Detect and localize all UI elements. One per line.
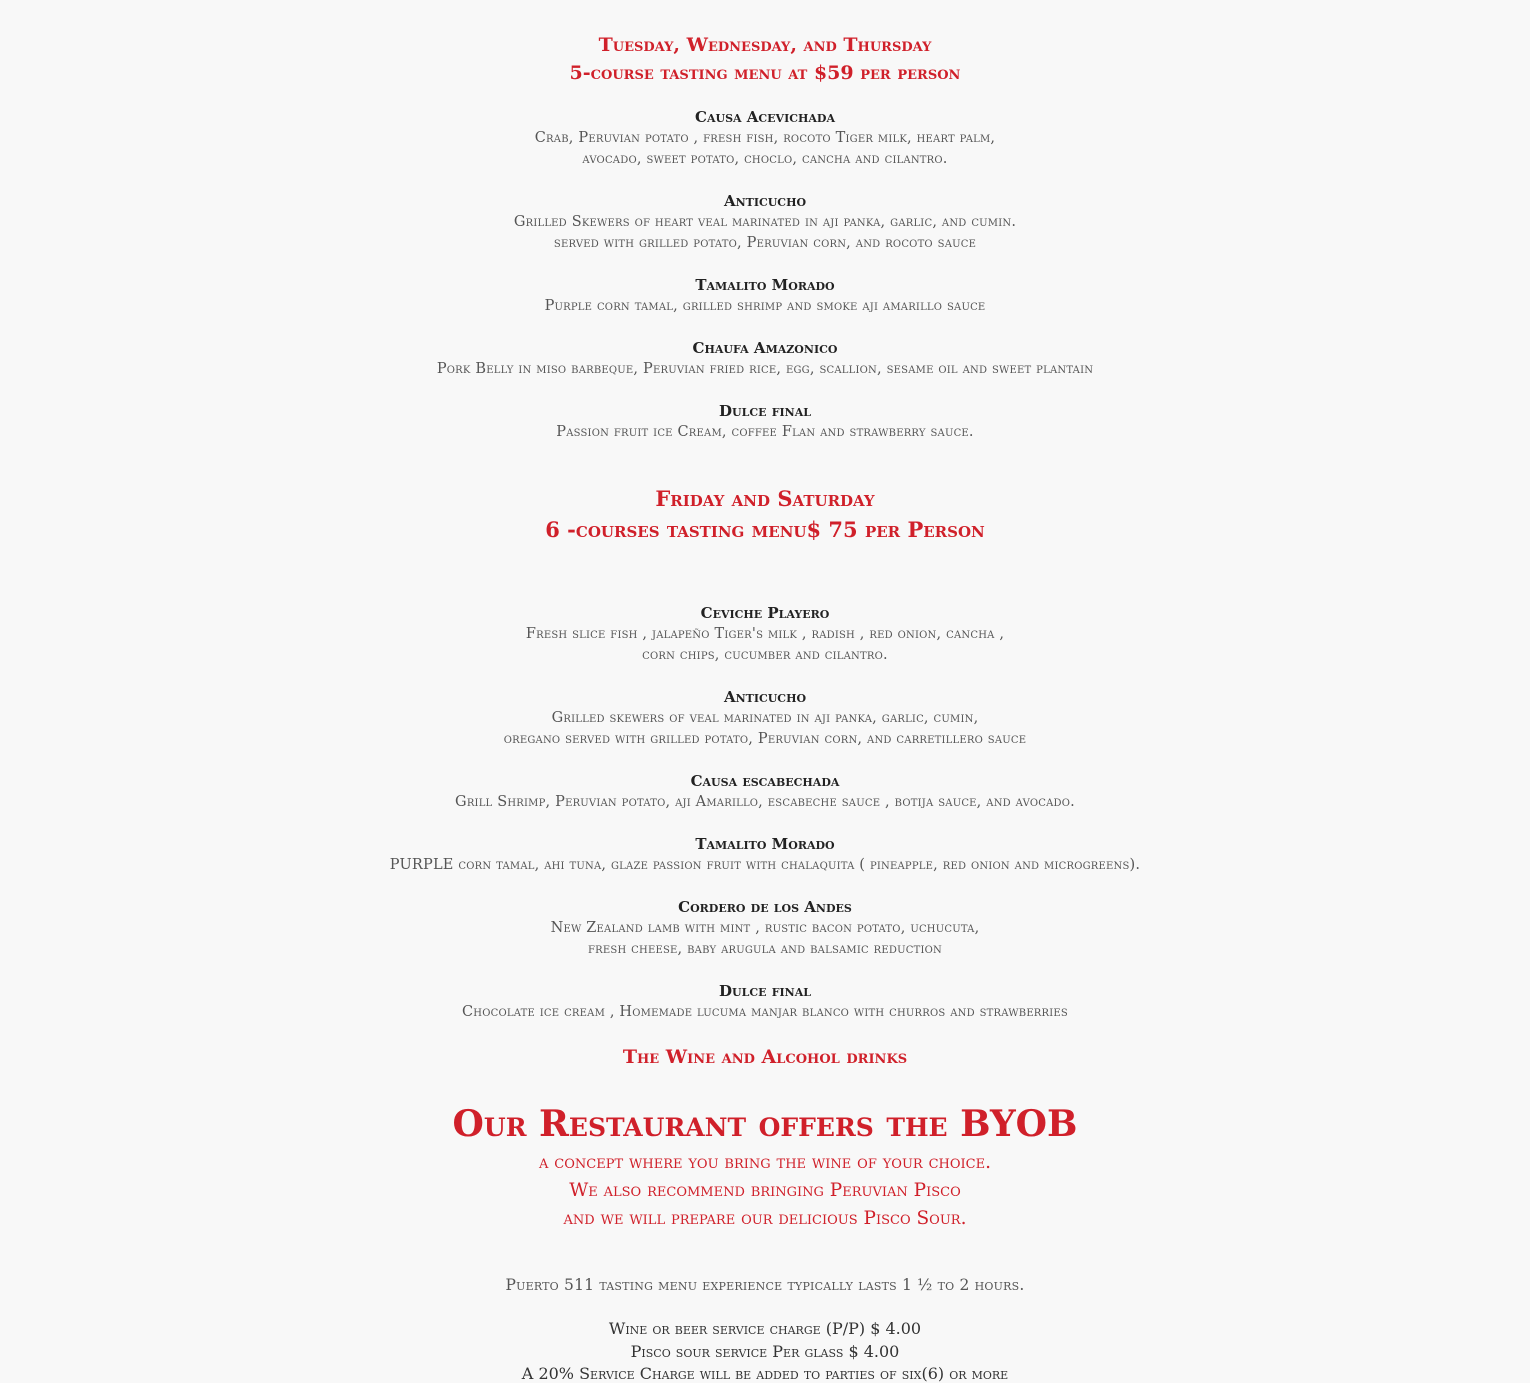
wine-service-charge: Wine or beer service charge (P/P) $ 4.00 [608, 1319, 922, 1338]
group-service-charge: A 20% Service Charge will be added to parties of six(6) or more [521, 1364, 1009, 1383]
byob-concept-line: and we will prepare our delicious Pisco Sour. [563, 1208, 967, 1229]
dish-description: Grilled skewers of veal marinated in aji panka, garlic, cumin, [551, 710, 979, 726]
weekend-title-price: 6 -courses tasting menu$ 75 per Person [545, 517, 985, 542]
byob-concept-line: We also recommend bringing Peruvian Pisco [569, 1180, 961, 1201]
dish-name: Tamalito Morado [695, 276, 835, 294]
dish-name: Chaufa Amazonico [692, 339, 838, 357]
dish-description: Grilled Skewers of heart veal marinated in aji panka, garlic, and cumin. [513, 214, 1017, 230]
dish-description: served with grilled potato, Peruvian corn, and rocoto sauce [553, 235, 977, 251]
dish-name: Dulce final [719, 402, 811, 420]
dish-description: Passion fruit ice Cream, coffee Flan and strawberry sauce. [556, 424, 974, 440]
dish-name: Causa escabechada [690, 772, 840, 790]
dish-description: Fresh slice fish , jalapeño Tiger's milk , radish , red onion, cancha , [525, 626, 1005, 642]
dish-description: fresh cheese, baby arugula and balsamic reduction [588, 941, 942, 957]
dish-name: Cordero de los Andes [678, 898, 852, 916]
dish-name: Dulce final [719, 982, 811, 1000]
dish-name: Ceviche Playero [700, 604, 830, 622]
byob-title: Our Restaurant offers the BYOB [452, 1103, 1078, 1145]
dish-description: corn chips, cucumber and cilantro. [642, 647, 888, 663]
dish-description: PURPLE corn tamal, ahi tuna, glaze passion fruit with chalaquita ( pineapple, red onion and microgreens). [389, 857, 1141, 873]
dish-description: Purple corn tamal, grilled shrimp and smoke aji amarillo sauce [544, 298, 986, 314]
dish-description: oregano served with grilled potato, Peruvian corn, and carretillero sauce [503, 731, 1027, 747]
dish-description: Chocolate ice cream , Homemade lucuma manjar blanco with churros and strawberries [462, 1004, 1068, 1020]
weekday-title-price: 5-course tasting menu at $59 per person [569, 62, 961, 84]
drinks-heading: The Wine and Alcohol drinks [622, 1046, 908, 1068]
dish-description: avocado, sweet potato, choclo, cancha and cilantro. [582, 151, 948, 167]
dish-name: Causa Acevichada [695, 108, 835, 126]
dish-name: Tamalito Morado [695, 835, 835, 853]
dish-description: Grill Shrimp, Peruvian potato, aji Amarillo, escabeche sauce , botija sauce, and avocado. [455, 794, 1075, 810]
dish-description: Pork Belly in miso barbeque, Peruvian fried rice, egg, scallion, sesame oil and sweet plantain [436, 361, 1094, 377]
dish-description: Crab, Peruvian potato , fresh fish, rocoto Tiger milk, heart palm, [534, 130, 996, 146]
duration-note: Puerto 511 tasting menu experience typically lasts 1 ½ to 2 hours. [505, 1276, 1025, 1294]
pisco-service-charge: Pisco sour service Per glass $ 4.00 [630, 1342, 900, 1361]
weekend-title-days: Friday and Saturday [655, 486, 875, 511]
byob-concept-line: a concept where you bring the wine of your choice. [539, 1152, 991, 1173]
dish-name: Anticucho [723, 688, 807, 706]
weekday-title-days: Tuesday, Wednesday, and Thursday [598, 34, 932, 56]
dish-name: Anticucho [723, 192, 807, 210]
dish-description: New Zealand lamb with mint , rustic bacon potato, uchucuta, [550, 920, 980, 936]
